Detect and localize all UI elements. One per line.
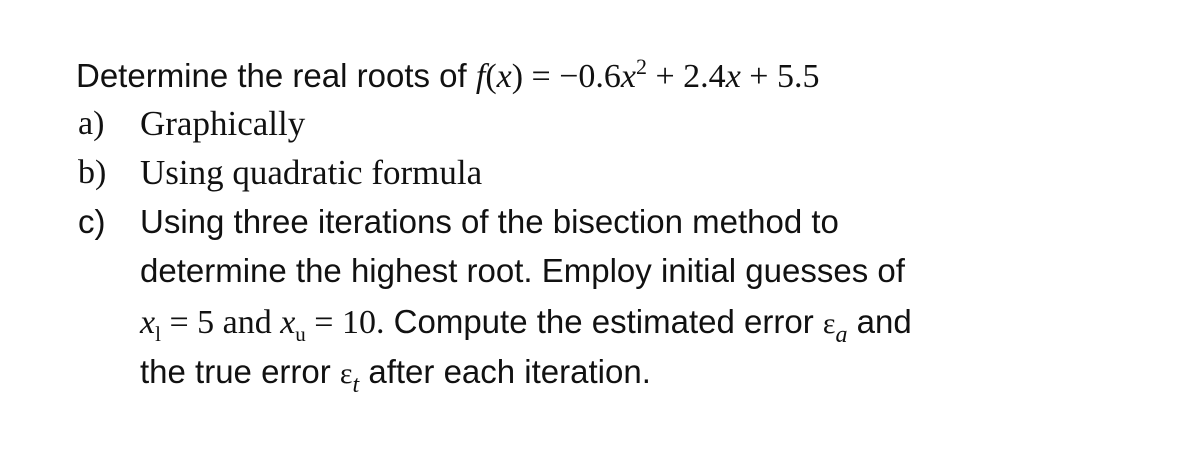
item-a-label: a) [78,105,105,142]
epsilon-t-symbol: ε [339,357,353,390]
item-c-label: c) [78,203,106,240]
intro-text: Determine the real roots of [76,57,476,94]
item-c-line1: Using three iterations of the bisection method to [140,203,839,240]
item-b-label: b) [78,154,107,191]
item-c-line2: determine the highest root. Employ initial guesses of [140,252,905,289]
item-b-text: Using quadratic formula [140,153,483,192]
epsilon-a-symbol: ε [822,307,836,340]
item-c-line4: the true error $\varepsilon_t$ after each iteration. [140,353,651,398]
item-c-line3: $x_l = 5$ and $x_u = 10$. Compute the estimated error $\varepsilon_a$ and [140,303,912,348]
function-expression: $f(x) = -0.6x^2 + 2.4x + 5.5$ [475,54,820,95]
initial-guesses: $x_l = 5$ and $x_u = 10$. [140,304,385,346]
item-a-text: Graphically [140,104,306,143]
problem-statement [76,56,819,97]
